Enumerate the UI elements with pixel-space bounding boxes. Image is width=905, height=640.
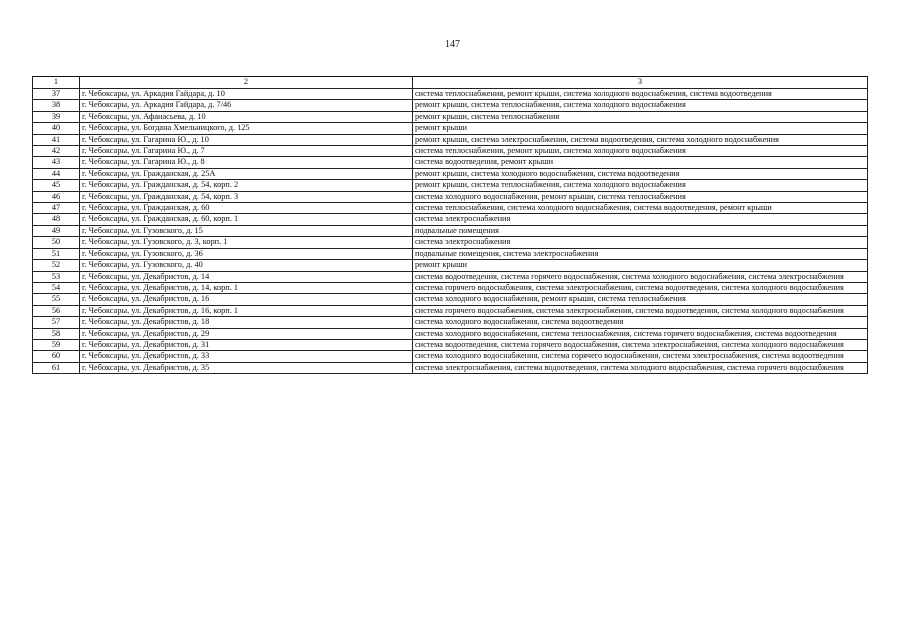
page-number: 147 <box>445 39 460 50</box>
works-cell: система электроснабжения, система водоотведения, система холодного водоснабжения, система горячего водоснабжения <box>413 362 868 373</box>
address-cell: г. Чебоксары, ул. Декабристов, д. 14 <box>80 271 413 282</box>
address-cell: г. Чебоксары, ул. Декабристов, д. 18 <box>80 317 413 328</box>
works-cell: система холодного водоснабжения, система водоотведения <box>413 317 868 328</box>
address-cell: г. Чебоксары, ул. Гражданская, д. 54, корп. 2 <box>80 180 413 191</box>
address-cell: г. Чебоксары, ул. Декабристов, д. 35 <box>80 362 413 373</box>
works-cell: ремонт крыши <box>413 260 868 271</box>
row-number-cell: 47 <box>33 203 80 214</box>
table-row <box>33 191 868 202</box>
address-cell: г. Чебоксары, ул. Декабристов, д. 33 <box>80 351 413 362</box>
row-number-cell: 46 <box>33 191 80 202</box>
row-number-cell: 43 <box>33 157 80 168</box>
table-row <box>33 317 868 328</box>
table-row <box>33 146 868 157</box>
works-cell: ремонт крыши, система теплоснабжения <box>413 111 868 122</box>
table-row <box>33 362 868 373</box>
address-cell: г. Чебоксары, ул. Декабристов, д. 29 <box>80 328 413 339</box>
works-cell: ремонт крыши <box>413 123 868 134</box>
address-cell: г. Чебоксары, ул. Декабристов, д. 14, корп. 1 <box>80 282 413 293</box>
table-header-row <box>33 77 868 89</box>
works-cell: система водоотведения, система горячего водоснабжения, система электроснабжения, система холодного водоснабжения <box>413 339 868 350</box>
address-cell: г. Чебоксары, ул. Гагарина Ю., д. 10 <box>80 134 413 145</box>
row-number-cell: 41 <box>33 134 80 145</box>
row-number-cell: 57 <box>33 317 80 328</box>
works-cell: подвальные помещения, система электроснабжения <box>413 248 868 259</box>
row-number-cell: 38 <box>33 100 80 111</box>
row-number-cell: 45 <box>33 180 80 191</box>
row-number-cell: 42 <box>33 146 80 157</box>
row-number-cell: 44 <box>33 168 80 179</box>
table-row <box>33 89 868 100</box>
address-cell: г. Чебоксары, ул. Гражданская, д. 60, корп. 1 <box>80 214 413 225</box>
works-cell: система холодного водоснабжения, система горячего водоснабжения, система электроснабжения, система водоотведения <box>413 351 868 362</box>
works-cell: система водоотведения, ремонт крыши <box>413 157 868 168</box>
row-number-cell: 59 <box>33 339 80 350</box>
table-row <box>33 100 868 111</box>
works-cell: ремонт крыши, система электроснабжения, система водоотведения, система холодного водоснабжения <box>413 134 868 145</box>
address-cell: г. Чебоксары, ул. Гражданская, д. 54, корп. 3 <box>80 191 413 202</box>
table-row <box>33 123 868 134</box>
works-cell: система холодного водоснабжения, система теплоснабжения, система горячего водоснабжения, система водоотведения <box>413 328 868 339</box>
table-row <box>33 260 868 271</box>
table-row <box>33 111 868 122</box>
table-row <box>33 339 868 350</box>
column-header-works: 3 <box>413 77 868 89</box>
works-cell: система теплоснабжения, система холодного водоснабжения, система водоотведения, ремонт крыши <box>413 203 868 214</box>
row-number-cell: 53 <box>33 271 80 282</box>
row-number-cell: 52 <box>33 260 80 271</box>
table-row <box>33 180 868 191</box>
address-cell: г. Чебоксары, ул. Гагарина Ю., д. 7 <box>80 146 413 157</box>
works-cell: система холодного водоснабжения, ремонт крыши, система теплоснабжения <box>413 191 868 202</box>
table-row <box>33 351 868 362</box>
table-row <box>33 225 868 236</box>
table-row <box>33 157 868 168</box>
works-cell: ремонт крыши, система теплоснабжения, система холодного водоснабжения <box>413 100 868 111</box>
address-cell: г. Чебоксары, ул. Гражданская, д. 60 <box>80 203 413 214</box>
row-number-cell: 58 <box>33 328 80 339</box>
row-number-cell: 56 <box>33 305 80 316</box>
repair-registry-table <box>32 76 868 374</box>
row-number-cell: 49 <box>33 225 80 236</box>
address-cell: г. Чебоксары, ул. Богдана Хмельницкого, д. 125 <box>80 123 413 134</box>
works-cell: ремонт крыши, система теплоснабжения, система холодного водоснабжения <box>413 180 868 191</box>
works-cell: система холодного водоснабжения, ремонт крыши, система теплоснабжения <box>413 294 868 305</box>
address-cell: г. Чебоксары, ул. Афанасьева, д. 10 <box>80 111 413 122</box>
works-cell: система водоотведения, система горячего водоснабжения, система холодного водоснабжения, система электроснабжения <box>413 271 868 282</box>
column-header-address: 2 <box>80 77 413 89</box>
table-body <box>33 77 868 374</box>
works-cell: система электроснабжения <box>413 237 868 248</box>
row-number-cell: 61 <box>33 362 80 373</box>
works-cell: система электроснабжения <box>413 214 868 225</box>
works-cell: система теплоснабжения, ремонт крыши, система холодного водоснабжения, система водоотведения <box>413 89 868 100</box>
row-number-cell: 48 <box>33 214 80 225</box>
table-row <box>33 134 868 145</box>
row-number-cell: 60 <box>33 351 80 362</box>
row-number-cell: 54 <box>33 282 80 293</box>
address-cell: г. Чебоксары, ул. Декабристов, д. 16 <box>80 294 413 305</box>
row-number-cell: 51 <box>33 248 80 259</box>
table-row <box>33 305 868 316</box>
table-row <box>33 203 868 214</box>
address-cell: г. Чебоксары, ул. Гагарина Ю., д. 8 <box>80 157 413 168</box>
table-row <box>33 282 868 293</box>
address-cell: г. Чебоксары, ул. Гузовского, д. 3, корп. 1 <box>80 237 413 248</box>
row-number-cell: 37 <box>33 89 80 100</box>
works-cell: подвальные помещения <box>413 225 868 236</box>
row-number-cell: 50 <box>33 237 80 248</box>
table-row <box>33 271 868 282</box>
address-cell: г. Чебоксары, ул. Гузовского, д. 40 <box>80 260 413 271</box>
row-number-cell: 39 <box>33 111 80 122</box>
address-cell: г. Чебоксары, ул. Гузовского, д. 36 <box>80 248 413 259</box>
works-cell: система горячего водоснабжения, система электроснабжения, система водоотведения, система холодного водоснабжения <box>413 282 868 293</box>
row-number-cell: 40 <box>33 123 80 134</box>
table-row <box>33 237 868 248</box>
table-row <box>33 248 868 259</box>
works-cell: система горячего водоснабжения, система электроснабжения, система водоотведения, система холодного водоснабжения <box>413 305 868 316</box>
address-cell: г. Чебоксары, ул. Декабристов, д. 16, корп. 1 <box>80 305 413 316</box>
table-row <box>33 168 868 179</box>
address-cell: г. Чебоксары, ул. Аркадия Гайдара, д. 7/46 <box>80 100 413 111</box>
address-cell: г. Чебоксары, ул. Аркадия Гайдара, д. 10 <box>80 89 413 100</box>
address-cell: г. Чебоксары, ул. Гузовского, д. 15 <box>80 225 413 236</box>
works-cell: ремонт крыши, система холодного водоснабжения, система водоотведения <box>413 168 868 179</box>
table-row <box>33 328 868 339</box>
works-cell: система теплоснабжения, ремонт крыши, система холодного водоснабжения <box>413 146 868 157</box>
address-cell: г. Чебоксары, ул. Гражданская, д. 25А <box>80 168 413 179</box>
column-header-number: 1 <box>33 77 80 89</box>
row-number-cell: 55 <box>33 294 80 305</box>
address-cell: г. Чебоксары, ул. Декабристов, д. 31 <box>80 339 413 350</box>
table-row <box>33 214 868 225</box>
table-row <box>33 294 868 305</box>
